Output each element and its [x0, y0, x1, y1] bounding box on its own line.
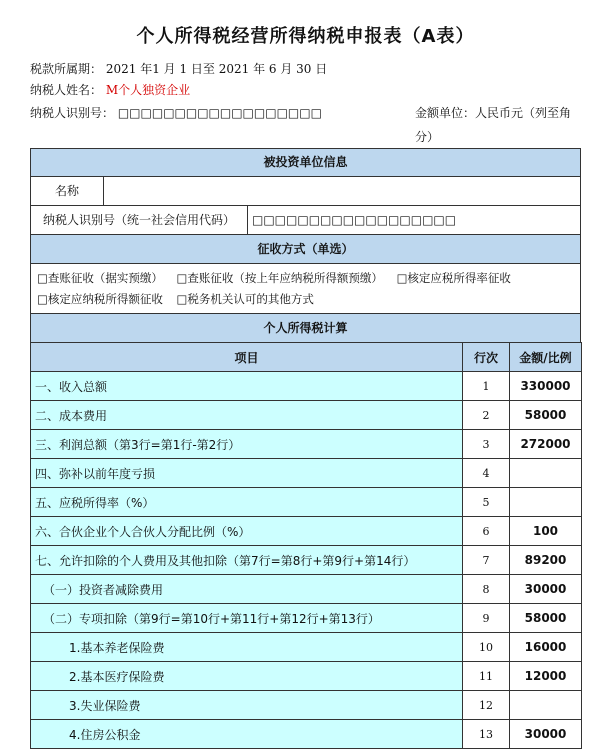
row-amount[interactable]: 30000 — [510, 720, 582, 749]
row-item: 二、成本费用 — [31, 401, 463, 430]
row-item: 4.住房公积金 — [31, 720, 463, 749]
row-item: 七、允许扣除的个人费用及其他扣除（第7行=第8行+第9行+第14行） — [31, 546, 463, 575]
row-amount[interactable]: 12000 — [510, 662, 582, 691]
table-row — [31, 604, 582, 633]
row-amount[interactable]: 58000 — [510, 604, 582, 633]
name-label: 名称 — [30, 176, 104, 206]
credit-code-label: 纳税人识别号（统一社会信用代码） — [30, 205, 248, 235]
row-item: 五、应税所得率（%） — [31, 488, 463, 517]
table-row — [31, 401, 582, 430]
option-last-year-prepay[interactable]: □查账征收（按上年应纳税所得额预缴） — [176, 271, 383, 285]
row-line: 1 — [463, 372, 510, 401]
col-line-header: 行次 — [463, 343, 510, 372]
name-field[interactable] — [103, 176, 581, 206]
row-amount[interactable]: 272000 — [510, 430, 582, 459]
taxpayer-id-label: 纳税人识别号： — [30, 106, 115, 120]
tax-period-value: 2021 年1 月 1 日至 2021 年 6 月 30 日 — [105, 62, 328, 76]
collection-mode-header: 征收方式（单选） — [30, 234, 581, 264]
row-item: 四、弥补以前年度亏损 — [31, 459, 463, 488]
table-row — [31, 575, 582, 604]
row-line: 10 — [463, 633, 510, 662]
table-row — [31, 691, 582, 720]
row-amount[interactable]: 58000 — [510, 401, 582, 430]
row-amount[interactable] — [510, 459, 582, 488]
row-line: 5 — [463, 488, 510, 517]
table-row — [31, 720, 582, 749]
row-item: 三、利润总额（第3行=第1行-第2行） — [31, 430, 463, 459]
tax-calc-table — [30, 342, 582, 749]
row-item: （二）专项扣除（第9行=第10行+第11行+第12行+第13行） — [31, 604, 463, 633]
taxpayer-name-label: 纳税人姓名： — [30, 83, 103, 97]
table-row — [31, 633, 582, 662]
form-title: 个人所得税经营所得纳税申报表（A表） — [136, 26, 475, 47]
row-amount[interactable]: 100 — [510, 517, 582, 546]
row-line: 7 — [463, 546, 510, 575]
tax-period-label: 税款所属期： — [30, 62, 103, 76]
option-actual-prepay[interactable]: □查账征收（据实预缴） — [37, 271, 163, 285]
taxpayer-name-value: M个人独资企业 — [105, 83, 191, 97]
table-header-row — [31, 343, 582, 372]
table-row — [31, 517, 582, 546]
row-line: 2 — [463, 401, 510, 430]
row-amount[interactable]: 330000 — [510, 372, 582, 401]
taxpayer-id-value: □□□□□□□□□□□□□□□□□□ — [117, 106, 322, 120]
credit-code-field[interactable]: □□□□□□□□□□□□□□□□□□ — [247, 205, 581, 235]
row-line: 13 — [463, 720, 510, 749]
col-amount-header: 金额/比例 — [510, 343, 582, 372]
row-line: 11 — [463, 662, 510, 691]
table-row — [31, 488, 582, 517]
tax-period-row — [30, 60, 327, 77]
row-line: 9 — [463, 604, 510, 633]
row-amount[interactable]: 30000 — [510, 575, 582, 604]
taxpayer-name-row — [30, 81, 190, 98]
row-line: 8 — [463, 575, 510, 604]
row-amount[interactable] — [510, 488, 582, 517]
table-row — [31, 459, 582, 488]
row-item: 一、收入总额 — [31, 372, 463, 401]
row-item: 2.基本医疗保险费 — [31, 662, 463, 691]
row-line: 12 — [463, 691, 510, 720]
taxpayer-id-row — [30, 101, 322, 125]
row-amount[interactable] — [510, 691, 582, 720]
currency-unit: 金额单位：人民币元（列至角分） — [415, 106, 572, 144]
option-deemed-income[interactable]: □核定应纳税所得额征收 — [37, 292, 163, 306]
table-row — [31, 662, 582, 691]
row-item: （一）投资者减除费用 — [31, 575, 463, 604]
tax-calc-header: 个人所得税计算 — [30, 313, 581, 343]
row-item: 1.基本养老保险费 — [31, 633, 463, 662]
row-item: 3.失业保险费 — [31, 691, 463, 720]
table-row — [31, 372, 582, 401]
col-item-header: 项目 — [31, 343, 463, 372]
row-amount[interactable]: 16000 — [510, 633, 582, 662]
row-amount[interactable]: 89200 — [510, 546, 582, 575]
option-other-method[interactable]: □税务机关认可的其他方式 — [176, 292, 314, 306]
row-line: 3 — [463, 430, 510, 459]
table-row — [31, 430, 582, 459]
collection-mode-options — [30, 263, 581, 314]
table-row — [31, 546, 582, 575]
invested-unit-header: 被投资单位信息 — [30, 148, 581, 177]
row-line: 6 — [463, 517, 510, 546]
row-line: 4 — [463, 459, 510, 488]
row-item: 六、合伙企业个人合伙人分配比例（%） — [31, 517, 463, 546]
option-deemed-rate[interactable]: □核定应税所得率征收 — [396, 271, 511, 285]
